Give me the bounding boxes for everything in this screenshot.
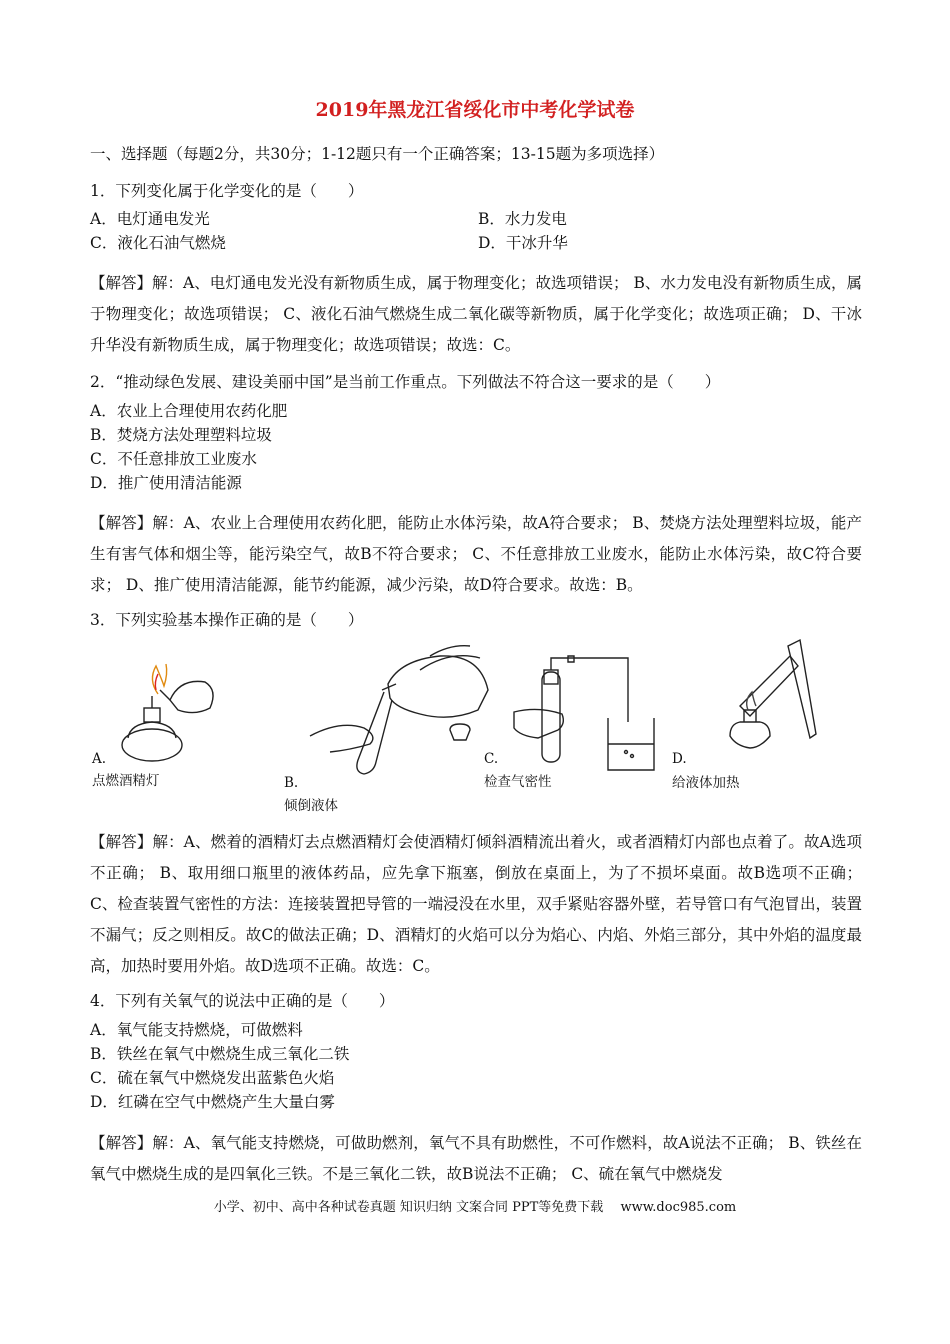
q4-option-d: D．红磷在空气中燃烧产生大量白雾 [90,1093,335,1111]
q3-option-b-label: 倾倒液体 [284,798,338,814]
q1-option-a: A．电灯通电发光 [90,210,210,228]
q2-answer: 【解答】解：A、农业上合理使用农药化肥，能防止水体污染，故A符合要求； B、焚烧方法处理塑料垃圾，能产生有害气体和烟尘等，能污染空气，故B不符合要求； C、不任意排放工业废水，能防止水体污染，故C符合要求； D、推广使用清洁能源，能节约能源，减少污染，故D符合要求。故选：B。 [90,514,862,594]
section-heading: 一、选择题（每题2分，共30分；1-12题只有一个正确答案；13-15题为多项选择） [90,145,665,163]
q3-option-d-label: 给液体加热 [672,775,740,791]
q3-option-d-letter: D. [672,751,687,767]
q4-option-c: C．硫在氧气中燃烧发出蓝紫色火焰 [90,1069,335,1087]
q4-option-a: A．氧气能支持燃烧，可做燃料 [90,1021,303,1039]
q1-option-b: B．水力发电 [478,210,567,228]
q1-answer: 【解答】解：A、电灯通电发光没有新物质生成，属于物理变化；故选项错误； B、水力发电没有新物质生成，属于物理变化；故选项错误； C、液化石油气燃烧生成二氧化碳等新物质，属于化学变化；故选项正确； D、干冰升华没有新物质生成，属于物理变化；故选项错误；故选：C。 [90,274,862,354]
pouring-liquid-figure [300,640,500,790]
heating-liquid-figure [700,636,820,766]
q2-option-b: B．焚烧方法处理塑料垃圾 [90,426,272,444]
q3-option-b-letter: B. [284,775,299,791]
q3-option-c-letter: C. [484,751,499,767]
page-title: 2019年黑龙江省绥化市中考化学试卷 [315,99,635,121]
alcohol-lamp-ignite-figure [110,660,230,770]
q3-answer: 【解答】解：A、燃着的酒精灯去点燃酒精灯会使酒精灯倾斜酒精流出着火，或者酒精灯内部也点着了。故A选项不正确； B、取用细口瓶里的液体药品，应先拿下瓶塞，倒放在桌面上，为了不损坏桌面。故B选项不正确； C、检查装置气密性的方法：连接装置把导管的一端浸没在水里，双手紧贴容器外壁，若导管口有气泡冒出，装置不漏气；反之则相反。故C的做法正确；D、酒精灯的火焰可以分为焰心、内焰、外焰三部分，其中外焰的温度最高，加热时要用外焰。故D选项不正确。故选：C。 [90,833,862,975]
q4-stem: 4．下列有关氧气的说法中正确的是（ ） [90,992,395,1010]
q4-answer: 【解答】解：A、氧气能支持燃烧，可做助燃剂，氧气不具有助燃性，不可作燃料，故A说法不正确； B、铁丝在氧气中燃烧生成的是四氧化三铁。不是三氧化二铁，故B说法不正确； C、硫在氧气中燃烧发 [90,1134,862,1183]
q3-option-a-letter: A. [92,751,107,767]
q3-option-a-label: 点燃酒精灯 [92,773,160,789]
q2-option-d: D．推广使用清洁能源 [90,474,242,492]
q1-option-d: D．干冰升华 [478,234,568,252]
airtightness-check-figure [508,652,678,772]
q1-option-c: C．液化石油气燃烧 [90,234,226,252]
q2-stem: 2．“推动绿色发展、建设美丽中国”是当前工作重点。下列做法不符合这一要求的是（ ） [90,373,721,391]
q1-stem: 1．下列变化属于化学变化的是（ ） [90,182,364,200]
q3-stem: 3．下列实验基本操作正确的是（ ） [90,611,364,629]
page-footer: 小学、初中、高中各种试卷真题 知识归纳 文案合同 PPT等免费下载 www.doc985.com [213,1200,737,1215]
q2-option-c: C．不任意排放工业废水 [90,450,257,468]
q4-option-b: B．铁丝在氧气中燃烧生成三氧化二铁 [90,1045,350,1063]
q2-option-a: A．农业上合理使用农药化肥 [90,402,288,420]
q3-option-c-label: 检查气密性 [484,774,552,790]
